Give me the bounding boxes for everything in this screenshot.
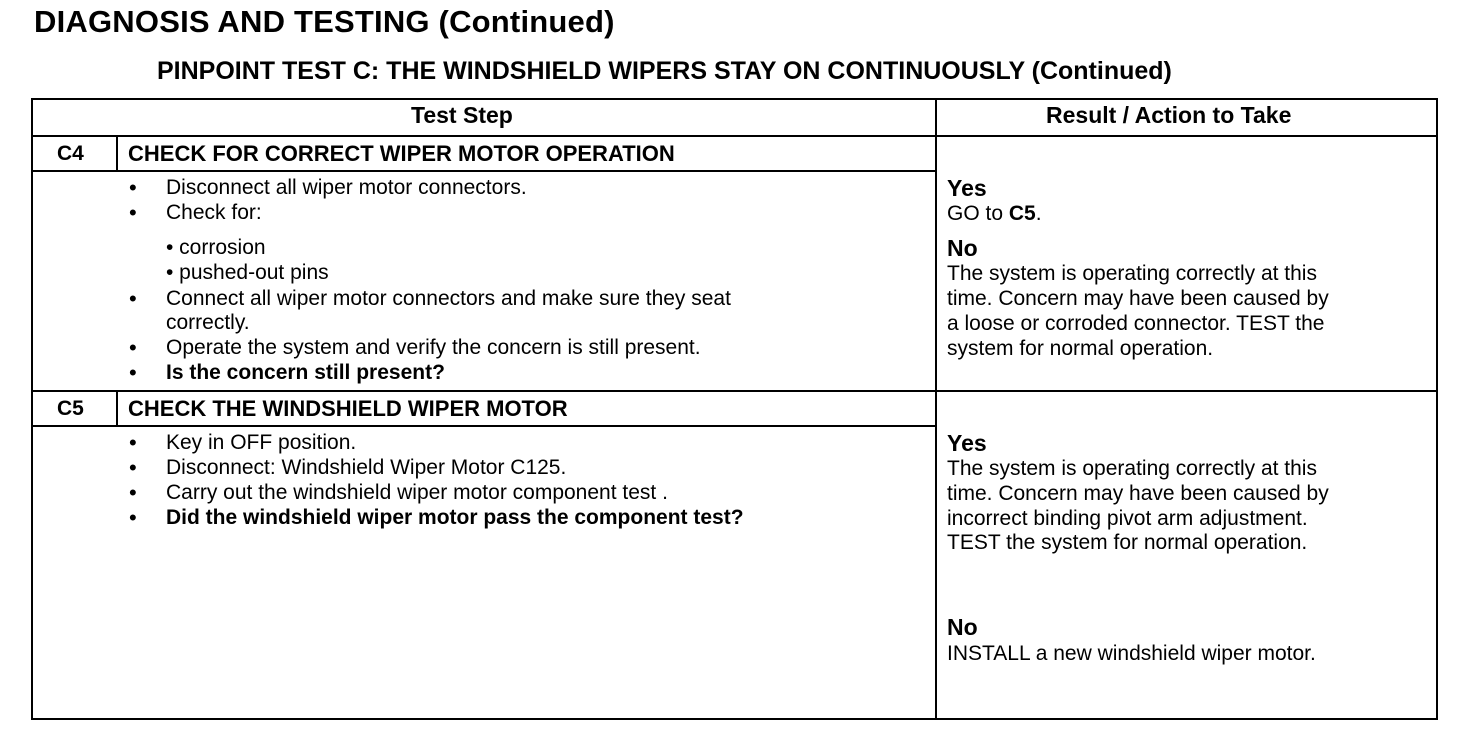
column-header-result-action: Result / Action to Take: [1046, 102, 1292, 128]
bullet-text: Operate the system and verify the concern is still present.: [166, 336, 701, 359]
bullet-text: Disconnect all wiper motor connectors.: [166, 176, 527, 199]
bullet-glyph: •: [129, 286, 137, 311]
c4-c5-divider: [33, 390, 1436, 392]
result-no-label: No: [947, 235, 978, 261]
sub-list-item: • corrosion: [166, 236, 266, 259]
header-divider: [33, 135, 1436, 137]
bullet-text: Disconnect: Windshield Wiper Motor C125.: [166, 456, 567, 479]
step-id-c4: C4: [57, 142, 84, 165]
bullet-text: Key in OFF position.: [166, 431, 357, 454]
bullet-glyph: •: [129, 480, 137, 505]
result-no-line: The system is operating correctly at this: [947, 262, 1317, 285]
column-divider: [935, 100, 937, 718]
column-header-test-step: Test Step: [411, 102, 513, 128]
pinpoint-test-table: [31, 98, 1438, 720]
question-text: Is the concern still present?: [166, 361, 445, 384]
result-no-line: system for normal operation.: [947, 337, 1214, 360]
result-yes-prefix: GO to: [947, 202, 1009, 225]
step-title-c5: CHECK THE WINDSHIELD WIPER MOTOR: [128, 396, 568, 421]
result-yes-line: incorrect binding pivot arm adjustment.: [947, 507, 1308, 530]
result-yes-label: Yes: [947, 175, 987, 201]
result-yes-line: time. Concern may have been caused by: [947, 482, 1329, 505]
bullet-text: Connect all wiper motor connectors and make sure they seat: [166, 287, 731, 310]
result-yes-line: The system is operating correctly at this: [947, 457, 1317, 480]
bullet-glyph: •: [129, 360, 137, 385]
result-yes-text: [947, 201, 1042, 226]
pinpoint-test-title: PINPOINT TEST C: THE WINDSHIELD WIPERS STAY ON CONTINUOUSLY (Continued): [157, 57, 1172, 85]
result-yes-line: TEST the system for normal operation.: [947, 531, 1308, 554]
bullet-glyph: •: [129, 200, 137, 225]
result-no-line: time. Concern may have been caused by: [947, 287, 1329, 310]
bullet-glyph: •: [129, 335, 137, 360]
question-text: Did the windshield wiper motor pass the component test?: [166, 506, 744, 529]
bullet-glyph: •: [129, 430, 137, 455]
bullet-continuation: correctly.: [166, 311, 250, 334]
result-no-line: a loose or corroded connector. TEST the: [947, 312, 1325, 335]
result-no-label: No: [947, 614, 978, 640]
step-title-c4: CHECK FOR CORRECT WIPER MOTOR OPERATION: [128, 141, 675, 166]
sub-list-item: • pushed-out pins: [166, 261, 329, 284]
bullet-text: Carry out the windshield wiper motor component test .: [166, 481, 668, 504]
c4-id-divider: [116, 135, 118, 170]
c5-title-underline: [33, 425, 935, 427]
page-heading: DIAGNOSIS AND TESTING (Continued): [34, 4, 615, 39]
step-id-c5: C5: [57, 397, 84, 420]
result-no-line: INSTALL a new windshield wiper motor.: [947, 642, 1316, 665]
step-reference: C5: [1008, 202, 1036, 225]
bullet-text: Check for:: [166, 201, 262, 224]
c4-title-underline: [33, 170, 935, 172]
bullet-glyph: •: [129, 455, 137, 480]
c5-id-divider: [116, 390, 118, 425]
result-yes-label: Yes: [947, 430, 987, 456]
bullet-glyph: •: [129, 505, 137, 530]
result-yes-suffix: .: [1035, 202, 1042, 225]
bullet-glyph: •: [129, 175, 137, 200]
